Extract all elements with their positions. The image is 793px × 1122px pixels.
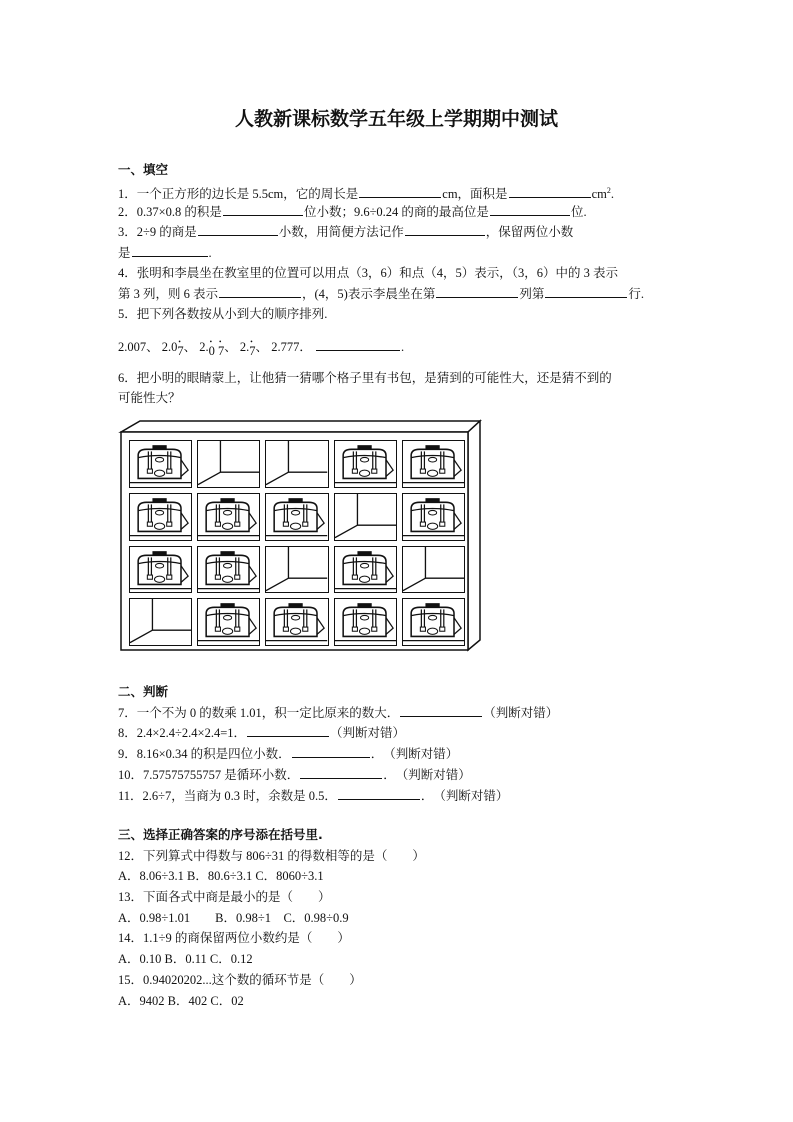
q10-text: 10．7.57575755757 是循环小数． bbox=[118, 768, 300, 782]
q4-blank-2[interactable] bbox=[436, 285, 518, 298]
question-3-cont bbox=[118, 244, 212, 261]
cabinet-cell-with-bag bbox=[402, 440, 465, 488]
question-6-cont bbox=[118, 390, 181, 406]
q3-text: 3．2÷9 的商是 bbox=[118, 225, 197, 239]
section-1-heading: 一、填空 bbox=[118, 162, 169, 177]
q5-text: 5．把下列各数按从小到大的顺序排列. bbox=[118, 307, 328, 321]
empty-compartment-icon bbox=[198, 441, 259, 487]
q3-blank-1[interactable] bbox=[198, 223, 278, 236]
q5-number-3: 2. bbox=[199, 340, 209, 354]
q5-end: . bbox=[400, 340, 405, 354]
question-9 bbox=[118, 745, 458, 762]
q6-text: 6．把小明的眼睛蒙上，让他猜一猜哪个格子里有书包，是猜到的可能性大，还是猜不到的 bbox=[118, 371, 612, 385]
question-4 bbox=[118, 265, 618, 281]
cabinet-cell-empty bbox=[129, 598, 192, 646]
q3-text-3: ，保留两位小数 bbox=[485, 225, 574, 239]
bag-cabinet-illustration bbox=[118, 418, 484, 652]
q6-text-2: 可能性大？ bbox=[118, 391, 181, 405]
q9-text: 9．8.16×0.34 的积是四位小数． bbox=[118, 747, 291, 761]
question-5 bbox=[118, 306, 327, 322]
school-bag-icon bbox=[198, 494, 259, 540]
q5-number-1: 2.007、 bbox=[118, 340, 159, 354]
question-3 bbox=[118, 223, 573, 240]
q7-hint: （判断对错） bbox=[483, 706, 559, 720]
question-11 bbox=[118, 787, 508, 804]
q11-hint: ． （判断对错） bbox=[420, 789, 509, 803]
q2-end: 位. bbox=[570, 205, 587, 219]
q1-blank-perimeter[interactable] bbox=[359, 185, 441, 198]
question-1 bbox=[118, 183, 614, 202]
q7-text: 7．一个不为 0 的数乘 1.01，积一定比原来的数大． bbox=[118, 706, 400, 720]
cabinet-cell-with-bag bbox=[129, 546, 192, 594]
q3-text-4: 是 bbox=[118, 246, 131, 260]
q1-unit: cm bbox=[591, 187, 607, 202]
q5-sep: 、 bbox=[224, 340, 237, 354]
q5-blank[interactable] bbox=[316, 338, 400, 351]
cabinet-cell-with-bag bbox=[129, 493, 192, 541]
q5-number-2: 2.0 bbox=[161, 340, 178, 354]
q5-repeating-digit: • 0 bbox=[209, 343, 215, 359]
q3-blank-3[interactable] bbox=[132, 244, 208, 257]
question-14-options: A．0.10 B．0.11 C．0.12 bbox=[118, 952, 253, 966]
cabinet-cell-with-bag bbox=[197, 493, 260, 541]
q3-end: . bbox=[208, 246, 212, 260]
section-3-heading: 三、选择正确答案的序号添在括号里. bbox=[118, 827, 323, 842]
question-15-options: A．9402 B．402 C．02 bbox=[118, 994, 244, 1008]
question-4-cont bbox=[118, 285, 644, 302]
question-7 bbox=[118, 704, 558, 721]
school-bag-icon bbox=[266, 599, 327, 645]
cabinet-cell-empty bbox=[197, 440, 260, 488]
q5-sep: 、 bbox=[183, 340, 197, 354]
empty-compartment-icon bbox=[266, 547, 327, 593]
q1-end: . bbox=[610, 187, 614, 202]
q10-hint: ． （判断对错） bbox=[383, 768, 471, 782]
q2-blank-1[interactable] bbox=[223, 203, 303, 216]
page-title: 人教新课标数学五年级上学期期中测试 bbox=[234, 108, 558, 130]
school-bag-icon bbox=[130, 494, 191, 540]
school-bag-icon bbox=[335, 599, 396, 645]
cabinet-cell-empty bbox=[265, 546, 328, 594]
q5-sep: 、 bbox=[255, 340, 269, 354]
q8-text: 8．2.4×2.4÷2.4×2.4=1． bbox=[118, 726, 247, 740]
q5-number-4: 2. bbox=[239, 340, 250, 354]
question-10 bbox=[118, 766, 471, 783]
school-bag-icon bbox=[335, 547, 396, 593]
question-12: 12．下列算式中得数与 806÷31 的得数相等的是（ ） bbox=[118, 849, 425, 863]
empty-compartment-icon bbox=[403, 547, 464, 593]
cabinet-cell-with-bag bbox=[265, 598, 328, 646]
cabinet-cell-with-bag bbox=[265, 493, 328, 541]
cabinet-cell-with-bag bbox=[334, 440, 397, 488]
school-bag-icon bbox=[403, 494, 464, 540]
question-2 bbox=[118, 203, 587, 220]
cabinet-cell-with-bag bbox=[334, 598, 397, 646]
question-12-options: A．8.06÷3.1 B．80.6÷3.1 C．8060÷3.1 bbox=[118, 869, 324, 883]
empty-compartment-icon bbox=[130, 599, 191, 645]
cabinet-cell-with-bag bbox=[402, 493, 465, 541]
cabinet-cell-empty bbox=[265, 440, 328, 488]
q4-end: 行. bbox=[628, 287, 644, 301]
q1-unit-sup: 2 bbox=[606, 186, 611, 195]
school-bag-icon bbox=[266, 494, 327, 540]
q8-blank[interactable] bbox=[247, 724, 329, 737]
q2-blank-2[interactable] bbox=[490, 203, 570, 216]
q5-repeating-digit: • 7 bbox=[177, 343, 183, 359]
q2-text-2: 位小数；9.6÷0.24 的商的最高位是 bbox=[303, 205, 489, 219]
q4-text-4: 列第 bbox=[519, 287, 545, 301]
question-5-numbers bbox=[118, 338, 405, 358]
q4-blank-1[interactable] bbox=[219, 285, 301, 298]
school-bag-icon bbox=[198, 547, 259, 593]
q3-blank-2[interactable] bbox=[405, 223, 485, 236]
q9-hint: ． （判断对错） bbox=[370, 747, 459, 761]
question-14: 14．1.1÷9 的商保留两位小数约是（ ） bbox=[118, 931, 350, 945]
q3-text-2: 小数，用简便方法记作 bbox=[278, 225, 404, 239]
q1-text-2: cm，面积是 bbox=[442, 187, 508, 202]
q8-hint: （判断对错） bbox=[330, 726, 406, 740]
q10-blank[interactable] bbox=[300, 766, 382, 779]
q4-text-2: 第 3 列，则 6 表示 bbox=[118, 287, 219, 301]
question-6 bbox=[118, 370, 612, 386]
q1-blank-area[interactable] bbox=[509, 185, 591, 198]
section-2-heading: 二、判断 bbox=[118, 684, 169, 699]
question-15: 15．0.94020202...这个数的循环节是（ ） bbox=[118, 973, 362, 987]
cabinet-cell-with-bag bbox=[129, 440, 192, 488]
school-bag-icon bbox=[130, 441, 191, 487]
cabinet-grid bbox=[129, 440, 465, 646]
q7-blank[interactable] bbox=[400, 704, 482, 717]
empty-compartment-icon bbox=[335, 494, 396, 540]
q11-blank[interactable] bbox=[338, 787, 420, 800]
question-13: 13．下面各式中商是最小的是（ ） bbox=[118, 890, 331, 904]
school-bag-icon bbox=[198, 599, 259, 645]
cabinet-cell-with-bag bbox=[197, 546, 260, 594]
q5-number-5: 2.777． bbox=[271, 340, 312, 354]
school-bag-icon bbox=[403, 599, 464, 645]
cabinet-cell-with-bag bbox=[402, 598, 465, 646]
cabinet-cell-empty bbox=[402, 546, 465, 594]
cabinet-cell-with-bag bbox=[197, 598, 260, 646]
school-bag-icon bbox=[403, 441, 464, 487]
q11-text: 11．2.6÷7，当商为 0.3 时，余数是 0.5． bbox=[118, 789, 337, 803]
cabinet-cell-with-bag bbox=[334, 546, 397, 594]
q5-repeating-digit: • 7 bbox=[249, 343, 255, 359]
empty-compartment-icon bbox=[266, 441, 327, 487]
q2-text: 2．0.37×0.8 的积是 bbox=[118, 205, 222, 219]
question-8 bbox=[118, 724, 405, 741]
q4-text: 4．张明和李晨坐在教室里的位置可以用点（3，6）和点（4，5）表示，（3，6）中的 3 表示 bbox=[118, 266, 619, 280]
cabinet-cell-empty bbox=[334, 493, 397, 541]
school-bag-icon bbox=[130, 547, 191, 593]
q1-text: 1．一个正方形的边长是 5.5cm，它的周长是 bbox=[118, 187, 359, 202]
q4-text-3: ，(4，5)表示李晨坐在第 bbox=[302, 287, 436, 301]
school-bag-icon bbox=[335, 441, 396, 487]
q5-repeating-digit: • 7 bbox=[218, 343, 224, 359]
q9-blank[interactable] bbox=[292, 745, 370, 758]
question-13-options: A．0.98÷1.01 B．0.98÷1 C．0.98÷0.9 bbox=[118, 911, 349, 925]
q4-blank-3[interactable] bbox=[545, 285, 627, 298]
